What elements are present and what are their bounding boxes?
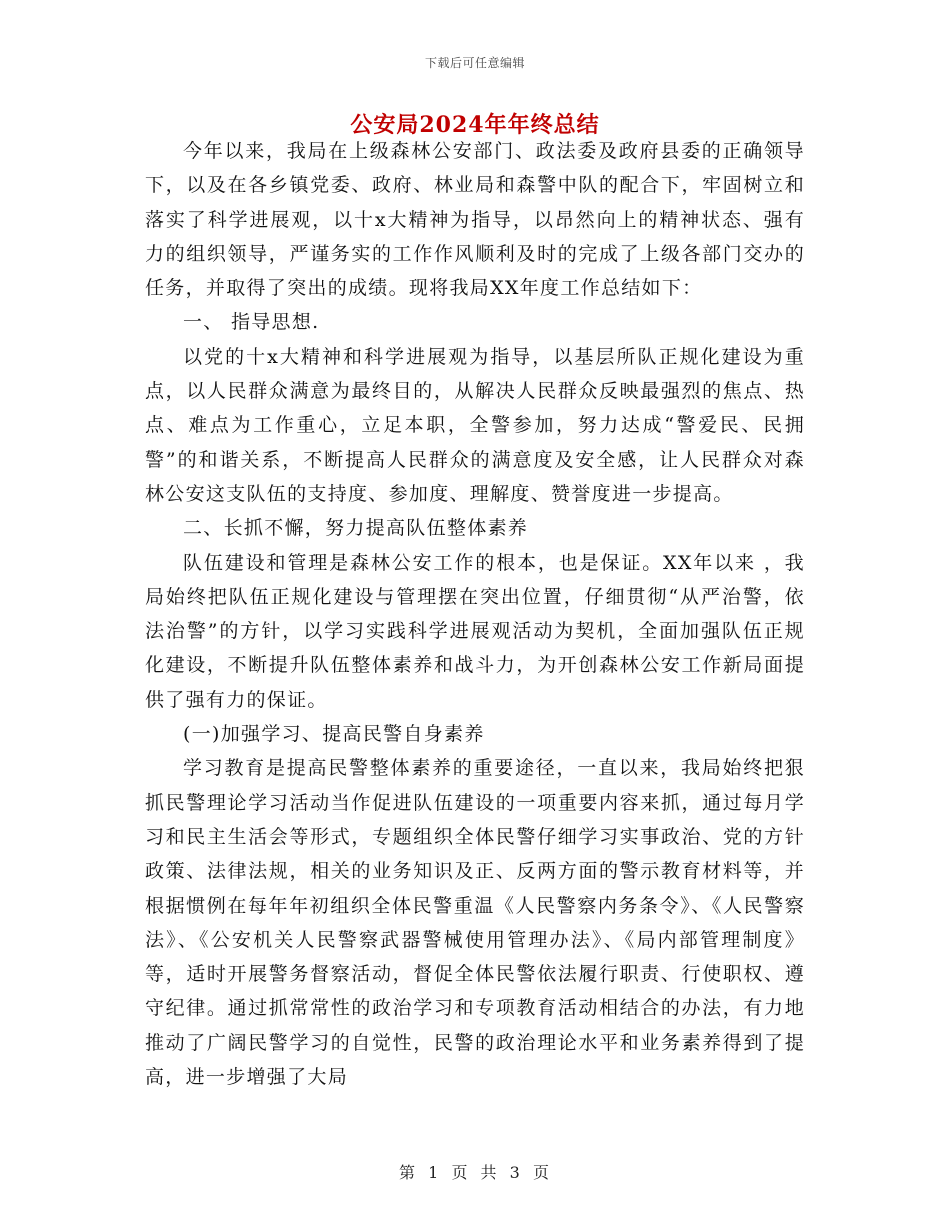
- paragraph-team-building: 队伍建设和管理是森林公安工作的根本，也是保证。XX年以来 ，我局始终把队伍正规化建设与管理摆在突出位置，仔细贯彻“从严治警，依法治警”的方针，以学习实践科学进展观活动为契机，全面加强队伍正规化建设，不断提升队伍整体素养和战斗力，为开创森林公安工作新局面提供了强有力的保证。: [145, 551, 805, 711]
- paragraph-intro: 今年以来，我局在上级森林公安部门、政法委及政府县委的正确领导下，以及在各乡镇党委、政府、林业局和森警中队的配合下，牢固树立和落实了科学进展观，以十x大精神为指导，以昂然向上的精神状态、强有力的组织领导，严谨务实的工作作风顺利及时的完成了上级各部门交办的任务，并取得了突出的成绩。现将我局XX年度工作总结如下：: [145, 140, 805, 300]
- paragraph-guiding-thought: 以党的十x大精神和科学进展观为指导，以基层所队正规化建设为重点，以人民群众满意为最终目的，从解决人民群众反映最强烈的焦点、热点、难点为工作重心，立足本职，全警参加，努力达成“警爱民、民拥警”的和谐关系，不断提高人民群众的满意度及安全感，让人民群众对森林公安这支队伍的支持度、参加度、理解度、赞誉度进一步提高。: [145, 345, 805, 505]
- footer-prefix: 第: [399, 1163, 418, 1182]
- section-heading-2: 二、长抓不懈，努力提高队伍整体素养: [183, 517, 529, 540]
- footer-page-word: 页: [451, 1163, 470, 1182]
- page-footer: [0, 1160, 950, 1183]
- document-body: [145, 134, 805, 1094]
- document-title: 公安局2024年年终总结: [350, 112, 600, 138]
- footer-current-page: 1: [428, 1163, 441, 1182]
- header-note: 下载后可任意编辑: [424, 56, 525, 70]
- subsection-heading-1: (一)加强学习、提高民警自身素养: [183, 723, 485, 746]
- footer-suffix: 页: [532, 1163, 551, 1182]
- footer-total-pages: 3: [509, 1163, 522, 1182]
- footer-total-word: 共: [480, 1163, 499, 1182]
- paragraph-study-education: 学习教育是提高民警整体素养的重要途径，一直以来，我局始终把狠抓民警理论学习活动当作促进队伍建设的一项重要内容来抓，通过每月学习和民主生活会等形式，专题组织全体民警仔细学习实事政治、党的方针政策、法律法规，相关的业务知识及正、反两方面的警示教育材料等，并根据惯例在每年年初组织全体民警重温《人民警察内务条令》、《人民警察法》、《公安机关人民警察武器警械使用管理办法》、《局内部管理制度》等，适时开展警务督察活动，督促全体民警依法履行职责、行使职权、遵守纪律。通过抓常常性的政治学习和专项教育活动相结合的办法，有力地推动了广阔民警学习的自觉性，民警的政治理论水平和业务素养得到了提高，进一步增强了大局: [145, 757, 805, 1089]
- section-heading-1: 一、 指导思想.: [183, 311, 320, 334]
